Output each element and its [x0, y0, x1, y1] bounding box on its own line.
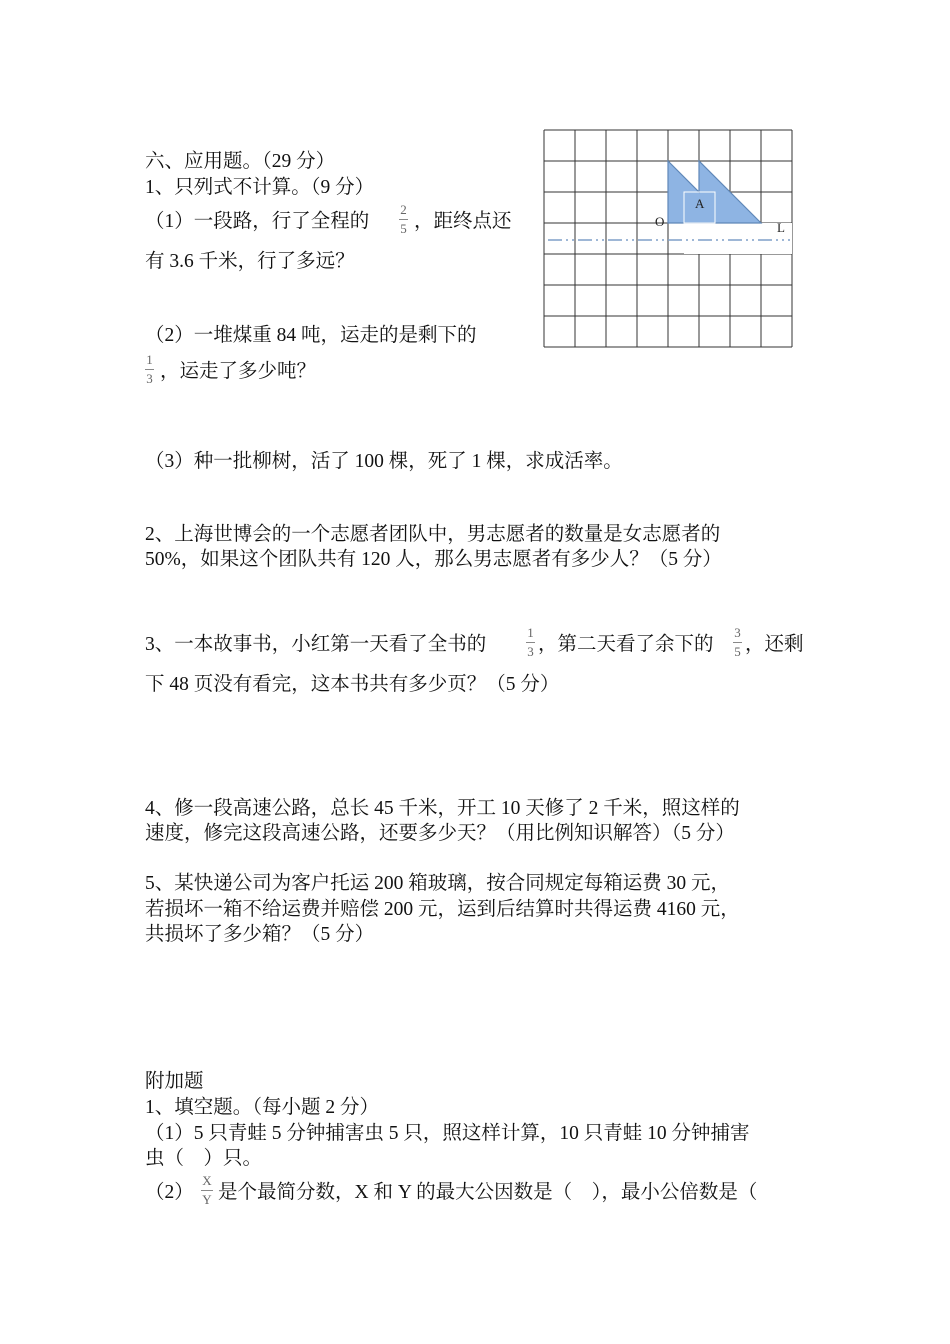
fraction-bar [399, 219, 408, 220]
question-3-text-a: 3、一本故事书，小红第一天看了全书的 [145, 634, 487, 655]
question-5-line-3: 共损坏了多少箱？（5 分） [145, 924, 375, 945]
label-o: O [655, 214, 665, 229]
grid-figure [538, 124, 798, 354]
fraction-denominator: 5 [400, 221, 407, 236]
q1-part2-text-b: ，运走了多少吨？ [160, 361, 317, 382]
question-3-fraction-1 [526, 626, 535, 659]
fraction-bar [733, 642, 742, 643]
label-l: L [777, 220, 785, 235]
extra-q1-part2-fraction [201, 1174, 213, 1207]
fraction-denominator: 5 [734, 644, 741, 659]
q1-part2-text-a: （2）一堆煤重 84 吨，运走的是剩下的 [145, 325, 477, 346]
extra-q1-part1-line-1: （1）5 只青蛙 5 分钟捕害虫 5 只，照这样计算，10 只青蛙 10 分钟捕害 [145, 1123, 750, 1144]
question-4-line-2: 速度，修完这段高速公路，还要多少天？（用比例知识解答）（5 分） [145, 823, 735, 844]
q1-part1-fraction [399, 203, 408, 236]
question-2-line-1: 2、上海世博会的一个志愿者团队中，男志愿者的数量是女志愿者的 [145, 524, 721, 545]
question-4-line-1: 4、修一段高速公路，总长 45 千米，开工 10 天修了 2 千米，照这样的 [145, 798, 740, 819]
fraction-numerator: 2 [400, 202, 407, 217]
fraction-numerator: 1 [146, 352, 153, 367]
question-3-text-b: ，第二天看了余下的 [538, 634, 714, 655]
fraction-numerator: 1 [527, 625, 534, 640]
q1-part2-fraction [145, 353, 154, 386]
fraction-bar [526, 642, 535, 643]
question-3-fraction-2 [733, 626, 742, 659]
question-3-line-2: 下 48 页没有看完，这本书共有多少页？（5 分） [145, 674, 560, 695]
extra-q1-part2-text-b: 是个最简分数，X 和 Y 的最大公因数是（ ），最小公倍数是（ [218, 1182, 758, 1203]
question-1-heading: 1、只列式不计算。（9 分） [145, 177, 375, 198]
q1-part1-text-b: ，距终点还 [414, 211, 512, 232]
extra-q1-part1-line-2: 虫（ ）只。 [145, 1148, 263, 1169]
question-5-line-2: 若损坏一箱不给运费并赔偿 200 元，运到后结算时共得运费 4160 元， [145, 899, 740, 920]
fraction-denominator: 3 [527, 644, 534, 659]
fraction-denominator: 3 [146, 371, 153, 386]
extra-q1-part2-text-a: （2） [145, 1182, 194, 1203]
question-5-line-1: 5、某快递公司为客户托运 200 箱玻璃，按合同规定每箱运费 30 元， [145, 873, 731, 894]
q1-part3-text: （3）种一批柳树，活了 100 棵，死了 1 棵，求成活率。 [145, 451, 623, 472]
q1-part1-text-c: 有 3.6 千米，行了多远？ [145, 251, 355, 272]
fraction-bar [145, 369, 154, 370]
fraction-numerator: X [202, 1173, 212, 1188]
extra-section-title: 附加题 [145, 1071, 204, 1092]
question-3-text-c: ，还剩 [745, 634, 804, 655]
question-2-line-2: 50%，如果这个团队共有 120 人，那么男志愿者有多少人？（5 分） [145, 549, 722, 570]
extra-question-1-heading: 1、填空题。（每小题 2 分） [145, 1097, 380, 1118]
section-title: 六、应用题。（29 分） [145, 151, 336, 172]
label-a: A [695, 196, 705, 211]
white-strip [684, 223, 792, 254]
fraction-numerator: 3 [734, 625, 741, 640]
q1-part1-text-a: （1）一段路，行了全程的 [145, 211, 370, 232]
fraction-denominator: Y [202, 1192, 212, 1207]
fraction-bar [201, 1190, 213, 1191]
